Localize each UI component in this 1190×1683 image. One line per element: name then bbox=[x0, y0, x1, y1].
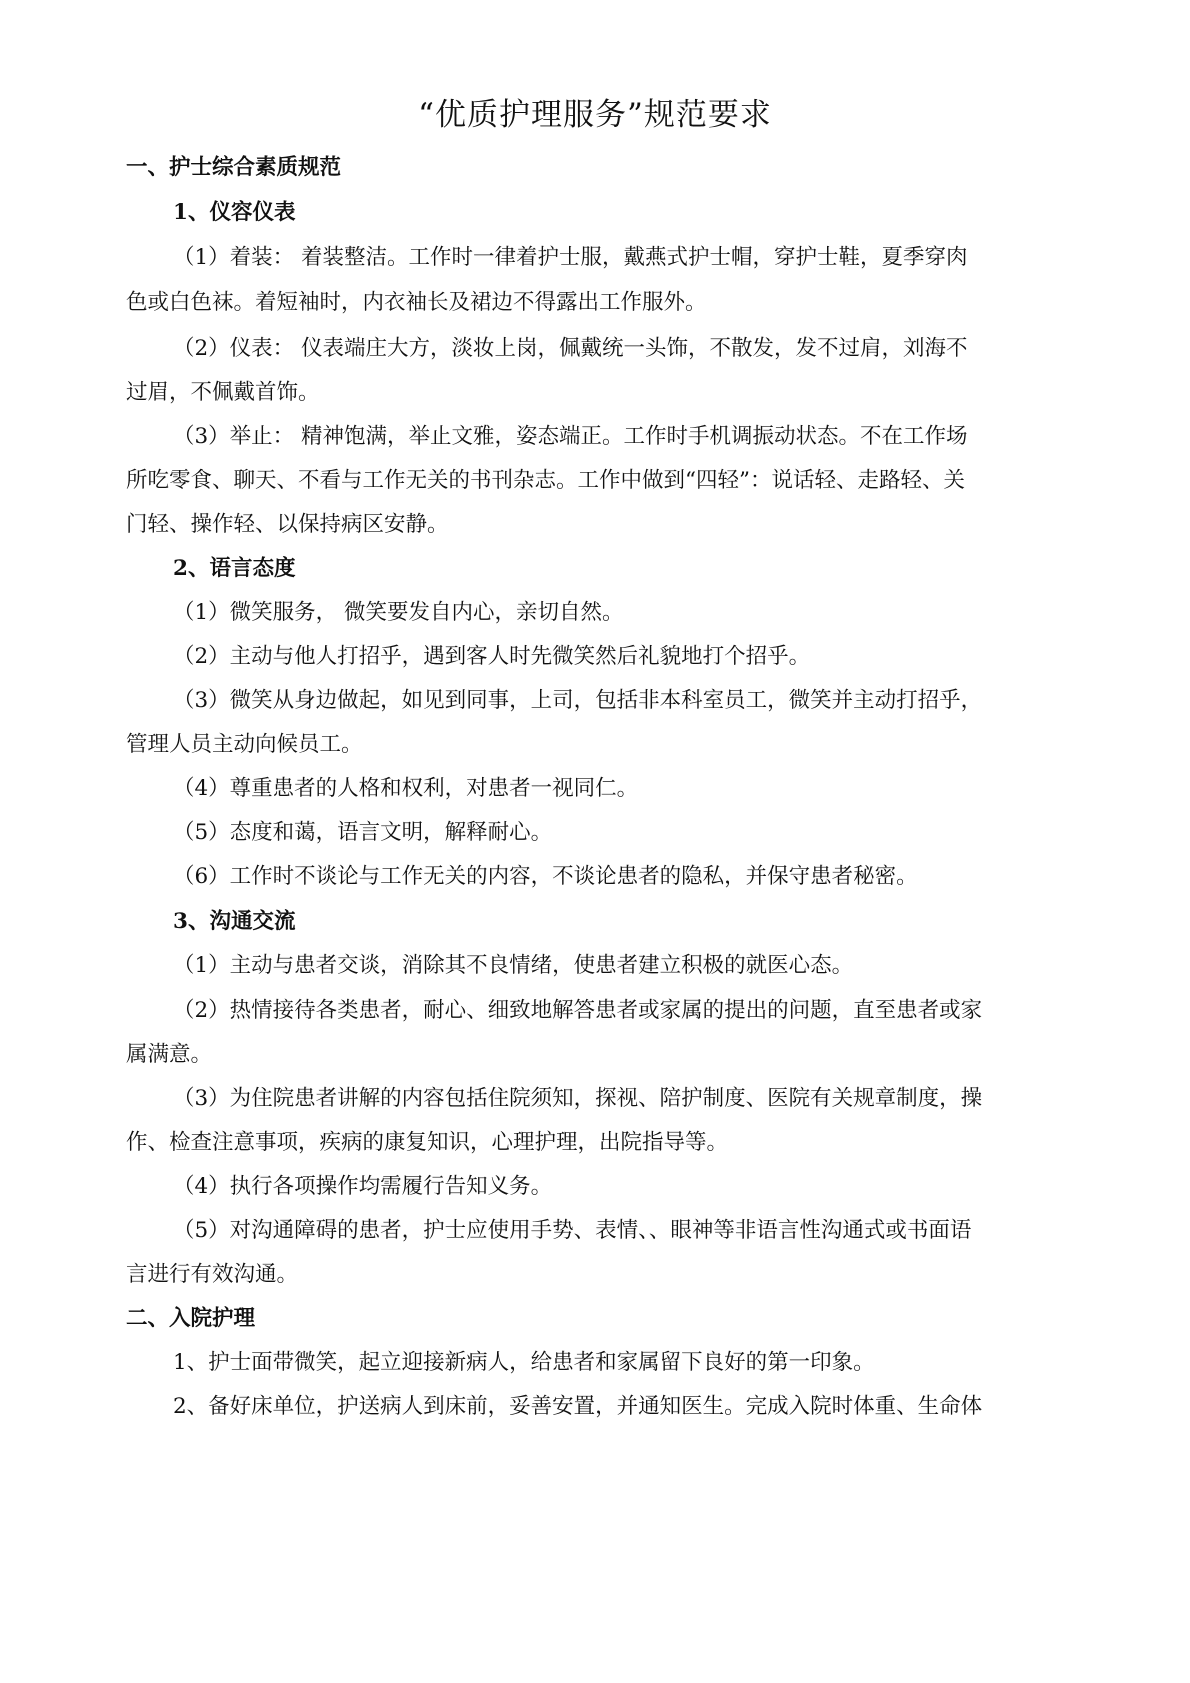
paragraph-continuation-line: 门轻、操作轻、以保持病区安静。 bbox=[126, 512, 449, 537]
paragraph-line: （5）态度和蔼，语言文明，解释耐心。 bbox=[173, 820, 553, 845]
paragraph-continuation-line: 管理人员主动向候员工。 bbox=[126, 732, 363, 757]
paragraph-continuation-line: 言进行有效沟通。 bbox=[126, 1262, 299, 1287]
document-title: “优质护理服务”规范要求 bbox=[418, 97, 772, 133]
subsection-heading: 2、语言态度 bbox=[173, 556, 296, 581]
section-heading: 一、护士综合素质规范 bbox=[126, 155, 342, 180]
subsection-heading: 1、仪容仪表 bbox=[173, 200, 296, 225]
section-heading: 二、入院护理 bbox=[126, 1306, 256, 1331]
paragraph-line: 2、备好床单位，护送病人到床前，妥善安置，并通知医生。完成入院时体重、生命体 bbox=[173, 1394, 983, 1419]
paragraph-line: （1）主动与患者交谈，消除其不良情绪，使患者建立积极的就医心态。 bbox=[173, 953, 854, 978]
paragraph-line: （3）微笑从身边做起，如见到同事，上司，包括非本科室员工，微笑并主动打招乎， bbox=[173, 688, 983, 713]
paragraph-line: （3）举止： 精神饱满，举止文雅，姿态端正。工作时手机调振动状态。不在工作场 bbox=[173, 424, 968, 449]
paragraph-line: （6）工作时不谈论与工作无关的内容，不谈论患者的隐私，并保守患者秘密。 bbox=[173, 864, 918, 889]
paragraph-line: （2）热情接待各类患者，耐心、细致地解答患者或家属的提出的问题，直至患者或家 bbox=[173, 998, 983, 1023]
subsection-heading: 3、沟通交流 bbox=[173, 909, 296, 934]
paragraph-line: （4）尊重患者的人格和权利，对患者一视同仁。 bbox=[173, 776, 639, 801]
paragraph-line: （2）仪表： 仪表端庄大方，淡妆上岗，佩戴统一头饰，不散发，发不过肩，刘海不 bbox=[173, 336, 968, 361]
paragraph-continuation-line: 作、检查注意事项，疾病的康复知识，心理护理，出院指导等。 bbox=[126, 1130, 729, 1155]
paragraph-line: （4）执行各项操作均需履行告知义务。 bbox=[173, 1174, 553, 1199]
paragraph-line: （1）微笑服务， 微笑要发自内心，亲切自然。 bbox=[173, 600, 624, 625]
paragraph-line: （3）为住院患者讲解的内容包括住院须知，探视、陪护制度、医院有关规章制度，操 bbox=[173, 1086, 983, 1111]
paragraph-continuation-line: 所吃零食、聊天、不看与工作无关的书刊杂志。工作中做到“四轻”：说话轻、走路轻、关 bbox=[126, 468, 965, 493]
paragraph-continuation-line: 属满意。 bbox=[126, 1042, 213, 1067]
paragraph-line: 1、护士面带微笑，起立迎接新病人，给患者和家属留下良好的第一印象。 bbox=[173, 1350, 875, 1375]
paragraph-line: （2）主动与他人打招乎，遇到客人时先微笑然后礼貌地打个招乎。 bbox=[173, 644, 811, 669]
paragraph-line: （1）着装： 着装整洁。工作时一律着护士服，戴燕式护士帽，穿护士鞋，夏季穿肉 bbox=[173, 245, 968, 270]
paragraph-line: （5）对沟通障碍的患者，护士应使用手势、表情、、眼神等非语言性沟通式或书面语 bbox=[173, 1218, 972, 1243]
paragraph-continuation-line: 过眉，不佩戴首饰。 bbox=[126, 380, 320, 405]
paragraph-continuation-line: 色或白色袜。着短袖时，内衣袖长及裙边不得露出工作服外。 bbox=[126, 290, 707, 315]
